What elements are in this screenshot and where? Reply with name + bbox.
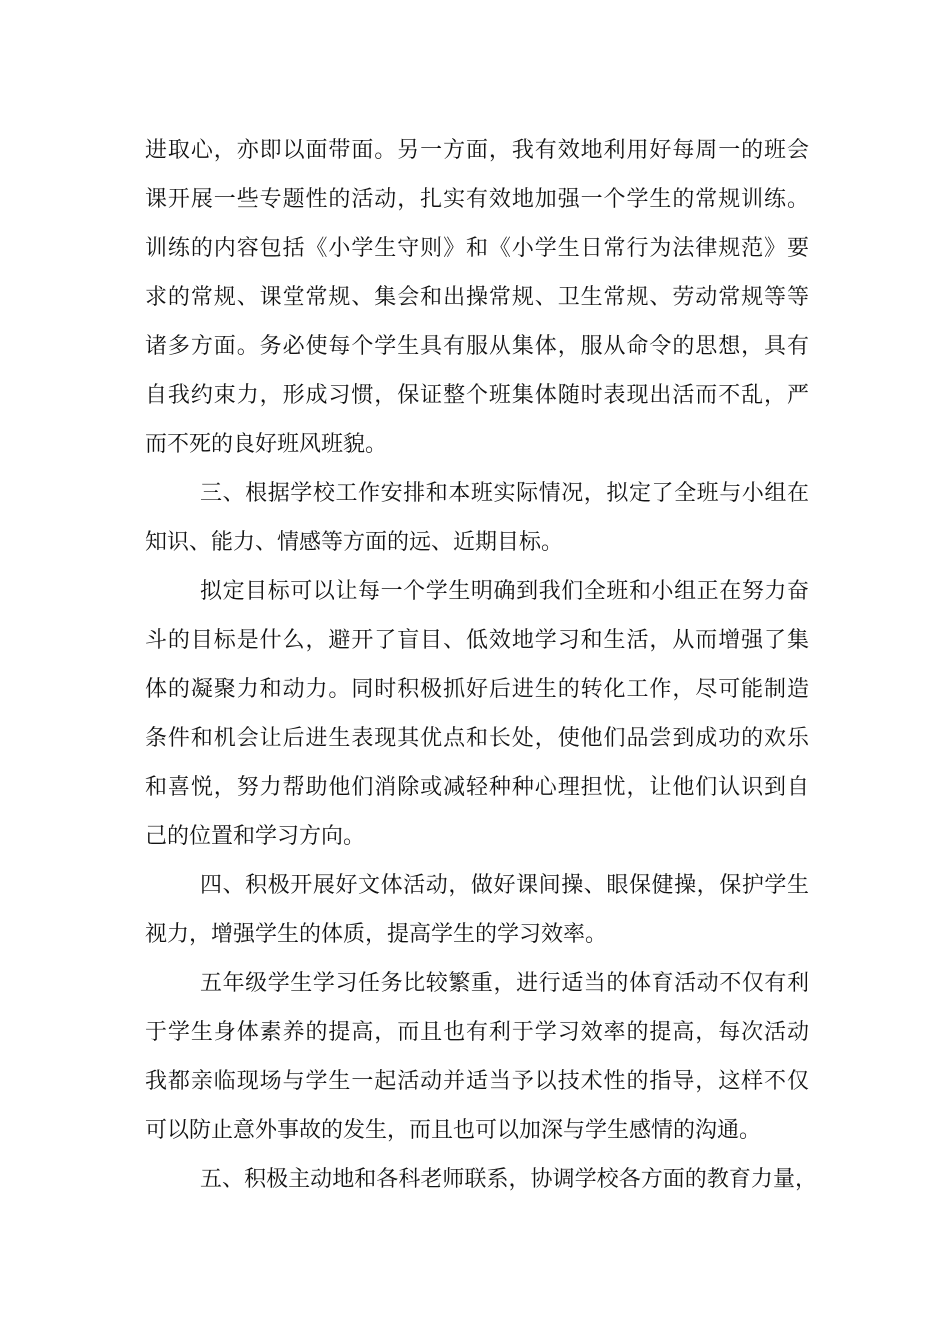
section-heading-line: 三、根据学校工作安排和本班实际情况，拟定了全班与小组在 (200, 481, 809, 506)
section-heading-line: 五、积极主动地和各科老师联系，协调学校各方面的教育力量， (200, 1167, 817, 1192)
section-heading-line: 四、积极开展好文体活动，做好课间操、眼保健操，保护学生 (200, 873, 809, 898)
text-line: 于学生身体素养的提高，而且也有利于学习效率的提高，每次活动 (145, 1020, 809, 1045)
text-line: 可以防止意外事故的发生，而且也可以加深与学生感情的沟通。 (145, 1118, 762, 1143)
text-line: 条件和机会让后进生表现其优点和长处，使他们品尝到成功的欢乐 (145, 726, 809, 751)
text-line: 诸多方面。务必使每个学生具有服从集体，服从命令的思想，具有 (145, 334, 809, 359)
text-line: 训练的内容包括《小学生守则》和《小学生日常行为法律规范》要 (145, 236, 809, 261)
text-line: 体的凝聚力和动力。同时积极抓好后进生的转化工作，尽可能制造 (145, 677, 809, 702)
text-line: 斗的目标是什么，避开了盲目、低效地学习和生活，从而增强了集 (145, 628, 809, 653)
text-line: 己的位置和学习方向。 (145, 824, 366, 849)
text-line: 自我约束力，形成习惯，保证整个班集体随时表现出活而不乱，严 (145, 383, 809, 408)
text-line: 进取心，亦即以面带面。另一方面，我有效地利用好每周一的班会 (145, 138, 809, 163)
text-line: 而不死的良好班风班貌。 (145, 432, 388, 457)
text-line: 课开展一些专题性的活动，扎实有效地加强一个学生的常规训练。 (145, 187, 809, 212)
text-line: 求的常规、课堂常规、集会和出操常规、卫生常规、劳动常规等等 (145, 285, 809, 310)
text-line: 拟定目标可以让每一个学生明确到我们全班和小组正在努力奋 (200, 579, 809, 604)
text-line: 和喜悦，努力帮助他们消除或减轻种种心理担忧，让他们认识到自 (145, 775, 809, 800)
text-line: 我都亲临现场与学生一起活动并适当予以技术性的指导，这样不仅 (145, 1069, 809, 1094)
section-heading-line: 知识、能力、情感等方面的远、近期目标。 (145, 530, 564, 555)
section-heading-line: 视力，增强学生的体质，提高学生的学习效率。 (145, 922, 608, 947)
text-line: 五年级学生学习任务比较繁重，进行适当的体育活动不仅有利 (200, 971, 809, 996)
